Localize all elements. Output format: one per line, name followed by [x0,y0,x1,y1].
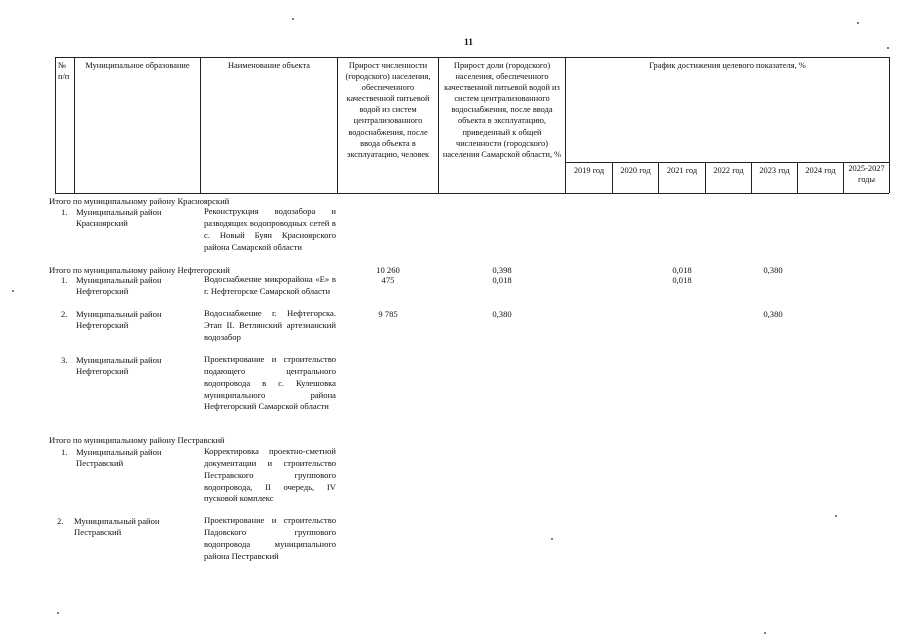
total-row-pestravsky: Итого по муниципальному району Пестравский [49,435,225,445]
row-municipality: Муниципальный район Нефтегорский [76,309,162,330]
row-municipality: Муниципальный район Пестравский [74,516,160,537]
row-municipality: Муниципальный район Красноярский [76,207,162,228]
scan-speck [887,47,889,49]
header-object-name: Наименование объекта [228,61,310,70]
row-municipality: Муниципальный район Нефтегорский [76,355,162,376]
header-municipality: Муниципальное образование [85,61,190,70]
row-2021: 0,018 [672,275,692,285]
row-share: 0,380 [492,309,512,319]
col-border-12 [889,57,890,193]
row-2023: 0,380 [763,309,783,319]
row-share: 0,018 [492,275,512,285]
year-2020: 2020 год [620,166,651,175]
row-municipality: Муниципальный район Нефтегорский [76,275,162,296]
page-number: 11 [464,38,473,48]
col-border-3 [337,57,338,193]
row-object: Корректировка проектно-сметной документации и строительство Пестравского группового водопровода, II очередь, IV пусковой комплекс [204,446,336,504]
row-number: 2. [61,309,68,319]
row-object: Водоснабжение г. Нефтегорска. Этап II. Ветлянский артезианский водозабор [204,308,336,342]
header-top-border [55,57,889,58]
row-object: Проектирование и строительство подающего центрального водопровода в с. Кулешовка муниципального района Нефтегорский Самарской области [204,354,336,412]
header-schedule: График достижения целевого показателя, % [649,61,806,70]
year-2023: 2023 год [759,166,790,175]
scan-speck [551,538,553,540]
total-row-neftegorsky: Итого по муниципальному району Нефтегорский [49,265,230,275]
scan-speck [57,612,59,614]
total-2023: 0,380 [763,265,783,275]
row-object: Реконструкция водозабора и разводящих водопроводных сетей в с. Новый Буян Красноярского района Самарской области [204,206,336,252]
row-number: 3. [61,355,68,365]
years-top-border [565,162,889,163]
total-population: 10 260 [376,265,400,275]
year-2024: 2024 год [805,166,836,175]
total-share: 0,398 [492,265,512,275]
header-num: № п/п [58,61,70,82]
row-object: Водоснабжение микрорайона «Е» в г. Нефтегорске Самарской области [204,274,336,296]
year-2021: 2021 год [666,166,698,175]
row-object: Проектирование и строительство Падовского группового водопровода муниципального района Пестравский [204,515,336,561]
row-population: 9 785 [378,309,398,319]
scan-speck [835,515,837,517]
total-2021: 0,018 [672,265,692,275]
row-municipality: Муниципальный район Пестравский [76,447,162,468]
year-2019: 2019 год [573,166,605,175]
scan-speck [292,18,294,20]
scan-speck [857,22,859,24]
header-bottom-border [55,193,889,194]
year-2025-2027: 2025-2027 годы [848,164,885,184]
total-row-krasnoyarsky: Итого по муниципальному району Красноярский [49,196,230,206]
row-number: 1. [61,447,68,457]
header-share-growth: Прирост доли (городского) населения, обеспеченного качественной питьевой водой из систем централизованного водоснабжения, после ввода объекта в эксплуатацию, приведенный к общей численности (городского) населения Самарской области, % [442,61,562,159]
header-population-growth: Прирост численности (городского) населения, обеспеченного качественной питьевой водой из систем централизованного водоснабжения, после ввода объекта в эксплуатацию, человек [345,61,431,159]
row-population: 475 [381,275,395,285]
row-number: 2. [57,516,64,526]
row-number: 1. [61,275,68,285]
scan-speck [12,290,14,292]
row-number: 1. [61,207,68,217]
col-border-4 [438,57,439,193]
scan-speck [764,632,766,634]
col-border-2 [200,57,201,193]
year-2022: 2022 год [713,166,744,175]
